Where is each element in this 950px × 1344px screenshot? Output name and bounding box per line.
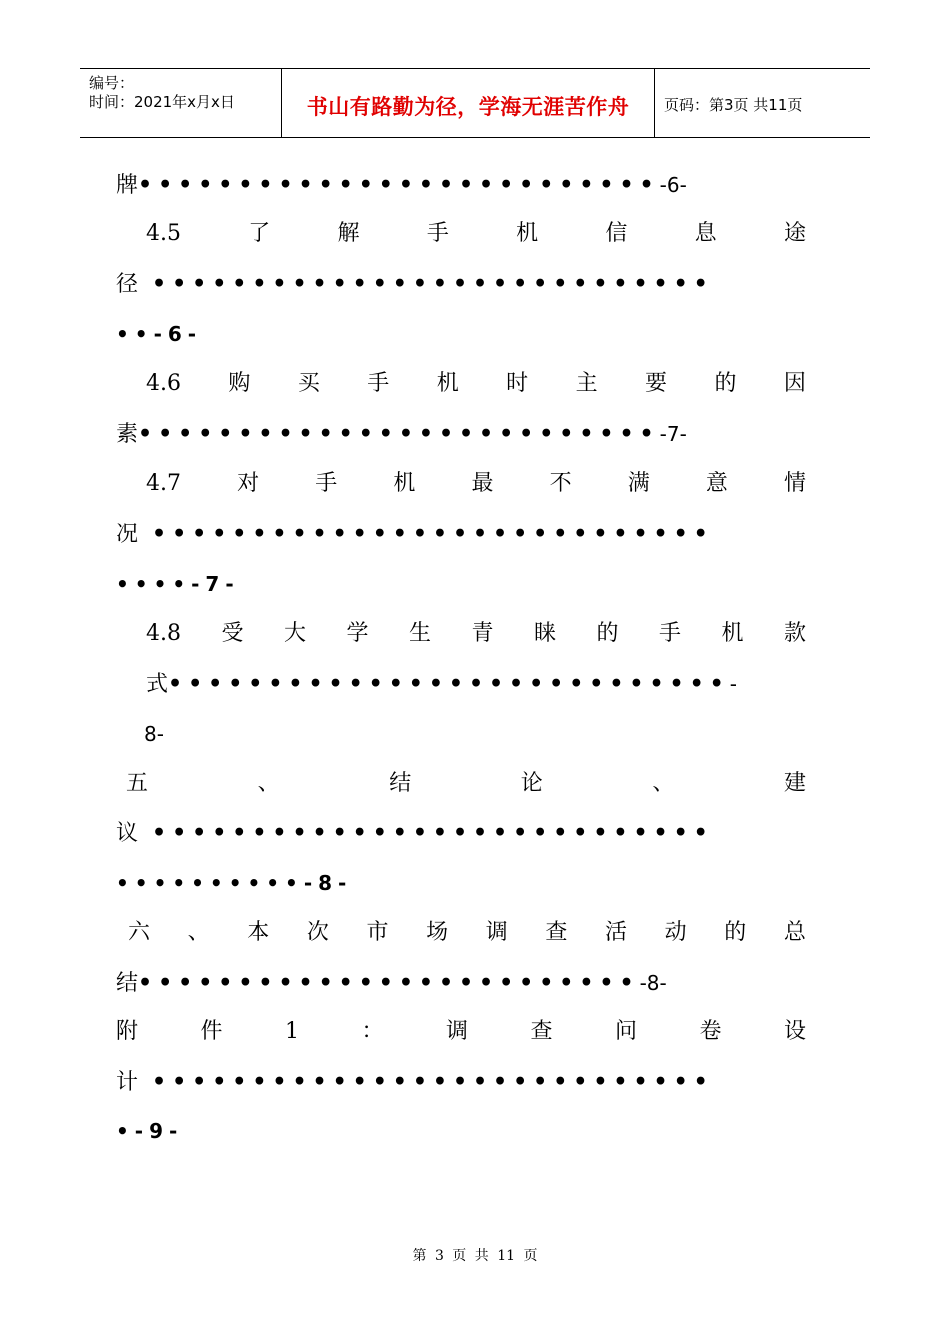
toc-leader-dots: •••••••••••••••••••••••••••• [168, 671, 730, 697]
toc-char: 总 [783, 920, 806, 945]
toc-char: 手 [367, 371, 390, 396]
toc-char: 的 [596, 621, 619, 646]
toc-char: 机 [516, 221, 539, 246]
toc-entry-4-5-cont [116, 265, 806, 303]
header-divider [654, 69, 655, 137]
toc-char: 调 [485, 920, 508, 945]
toc-char: 最 [471, 471, 494, 496]
toc-entry-4-5 [146, 215, 806, 253]
toc-char: 购 [228, 371, 251, 396]
toc-page-number: -8- [639, 971, 667, 995]
serial-label: 编号： [89, 74, 135, 92]
toc-char: 建 [783, 771, 806, 796]
toc-page-number: ••-6- [116, 322, 203, 346]
time-label: 时间：2021年x月x日 [89, 93, 235, 111]
toc-leader-dots: •••••••••••••••••••••••••• [138, 421, 660, 447]
toc-char: 的 [714, 371, 737, 396]
toc-char: 查 [530, 1019, 553, 1044]
toc-entry-4-8-cont [146, 665, 806, 703]
toc-char: 次 [306, 920, 329, 945]
toc-entry-appendix-1 [116, 1013, 806, 1051]
toc-entry-4-8 [146, 615, 806, 653]
toc-char: 满 [627, 471, 650, 496]
toc-char: 论 [520, 771, 543, 796]
toc-entry-5-page [116, 864, 806, 902]
toc-char: 途 [783, 221, 806, 246]
page-header [80, 68, 870, 138]
toc-char: 市 [366, 920, 389, 945]
toc-char: 意 [705, 471, 728, 496]
toc-char: 件 [200, 1019, 223, 1044]
toc-leader-dots: •••••••••••••••••••••••••• [138, 172, 660, 198]
toc-page-dash: - [729, 672, 737, 696]
toc-page-number: -7- [659, 422, 687, 446]
toc-text: 牌 [116, 173, 139, 198]
toc-char: 主 [575, 371, 598, 396]
toc-char: 卷 [699, 1019, 722, 1044]
toc-char: 五 [126, 771, 149, 796]
toc-char: 六 [128, 920, 151, 945]
toc-entry-6-cont [116, 964, 806, 1002]
toc-leader-dots: •••••••••••••••••••••••••••• [152, 820, 714, 846]
toc-entry-4-5-page [116, 315, 806, 353]
toc-char: 本 [247, 920, 270, 945]
header-meta [80, 69, 281, 137]
toc-char: 要 [645, 371, 668, 396]
toc-page-number: ••••-7- [116, 572, 240, 596]
toc-section-number: 4.6 [146, 371, 181, 396]
toc-text: 式 [146, 672, 169, 697]
toc-entry-appendix-1-page [116, 1112, 806, 1150]
toc-char: 息 [694, 221, 717, 246]
toc-char: 机 [393, 471, 416, 496]
toc-text: 况 [116, 522, 139, 547]
toc-char: 结 [389, 771, 412, 796]
header-motto: 书山有路勤为径，学海无涯苦作舟 [306, 95, 630, 119]
toc-char: 的 [724, 920, 747, 945]
toc-leader-dots: •••••••••••••••••••••••••••• [152, 271, 714, 297]
toc-char: 活 [605, 920, 628, 945]
toc-char: 机 [436, 371, 459, 396]
toc-char: 附 [116, 1019, 139, 1044]
toc-char: 大 [283, 621, 306, 646]
toc-char: 款 [783, 621, 806, 646]
page-footer: 第 3 页 共 11 页 [412, 1248, 538, 1264]
toc-char: 手 [658, 621, 681, 646]
toc-char: 、 [652, 771, 675, 796]
toc-entry-5-cont [116, 814, 806, 852]
toc-char: 场 [426, 920, 449, 945]
toc-char: 青 [471, 621, 494, 646]
toc-char: 不 [549, 471, 572, 496]
toc-char: 调 [445, 1019, 468, 1044]
toc-section-number: 4.8 [146, 621, 181, 646]
toc-char: 时 [506, 371, 529, 396]
toc-char: 手 [315, 471, 338, 496]
toc-entry-4-6-cont [116, 415, 806, 453]
toc-char: 生 [408, 621, 431, 646]
toc-entry-4-7-cont [116, 515, 806, 553]
toc-section-number: 4.5 [146, 221, 181, 246]
toc-char: 因 [783, 371, 806, 396]
toc-entry-appendix-1-cont [116, 1063, 806, 1101]
toc-char: 信 [605, 221, 628, 246]
toc-char: 受 [221, 621, 244, 646]
toc-page-number: -6- [659, 173, 687, 197]
toc-char: 机 [721, 621, 744, 646]
toc-text: 计 [116, 1070, 139, 1095]
toc-text: 结 [116, 971, 139, 996]
toc-char: 、 [187, 920, 210, 945]
toc-text: 素 [116, 422, 139, 447]
toc-entry-brand-tail [116, 166, 806, 204]
toc-leader-dots: •••••••••••••••••••••••••••• [152, 1069, 714, 1095]
toc-char: 手 [426, 221, 449, 246]
toc-char: 动 [664, 920, 687, 945]
toc-char: 对 [237, 471, 260, 496]
toc-char: 买 [297, 371, 320, 396]
toc-page-number: 8- [144, 722, 164, 746]
toc-entry-4-7 [146, 465, 806, 503]
toc-leader-dots: ••••••••••••••••••••••••• [138, 970, 640, 996]
toc-char: 情 [783, 471, 806, 496]
toc-char: 睐 [533, 621, 556, 646]
toc-entry-4-7-page [116, 565, 806, 603]
toc-entry-4-8-page [144, 715, 834, 753]
toc-char: 问 [614, 1019, 637, 1044]
toc-page-number: ••••••••••-8- [116, 871, 353, 895]
toc-entry-4-6 [146, 365, 806, 403]
toc-leader-dots: •••••••••••••••••••••••••••• [152, 521, 714, 547]
toc-char: 、 [257, 771, 280, 796]
toc-char: 了 [248, 221, 271, 246]
toc-text: 议 [116, 821, 139, 846]
toc-section-number: 4.7 [146, 471, 181, 496]
toc-char: 查 [545, 920, 568, 945]
toc-page-number: •-9- [116, 1119, 184, 1143]
toc-char: 学 [346, 621, 369, 646]
toc-text: 径 [116, 272, 139, 297]
toc-char: 设 [783, 1019, 806, 1044]
toc-char: 解 [337, 221, 360, 246]
header-page-info: 页码：第3页 共11页 [664, 96, 803, 114]
toc-entry-6 [128, 914, 806, 952]
toc-entry-5 [126, 765, 806, 803]
toc-char: ： [361, 1019, 384, 1044]
toc-char: 1 [285, 1019, 299, 1044]
